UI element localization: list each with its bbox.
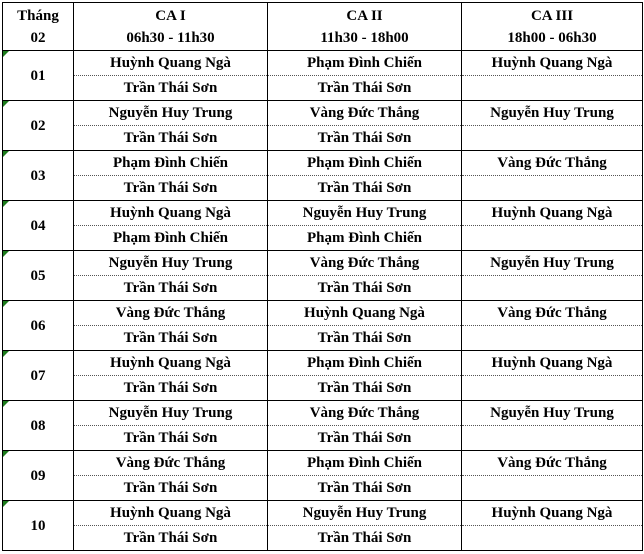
cell-marker-icon: [3, 401, 9, 407]
shift-2-staff-secondary[interactable]: Trần Thái Sơn: [268, 126, 462, 151]
shift-1-staff-secondary[interactable]: Trần Thái Sơn: [74, 326, 268, 351]
shift-2-staff-secondary[interactable]: Trần Thái Sơn: [268, 176, 462, 201]
shift-1-staff-primary[interactable]: Huỳnh Quang Ngà: [74, 351, 268, 376]
day-row-top: [3, 251, 643, 276]
shift-2-staff-primary[interactable]: Vàng Đức Thắng: [268, 401, 462, 426]
duty-roster-table: [2, 2, 643, 551]
day-row-top: [3, 201, 643, 226]
cell-marker-icon: [3, 101, 9, 107]
day-cell[interactable]: [3, 51, 74, 101]
shift-1-staff-primary[interactable]: Nguyễn Huy Trung: [74, 101, 268, 126]
header-row: [3, 3, 643, 51]
day-number: 02: [30, 117, 46, 134]
day-cell[interactable]: [3, 201, 74, 251]
shift-2-name: CA II: [346, 7, 383, 24]
shift-1-time: 06h30 - 11h30: [126, 29, 215, 46]
day-row-top: [3, 501, 643, 526]
month-value: 02: [30, 29, 46, 46]
shift-1-staff-secondary[interactable]: Trần Thái Sơn: [74, 426, 268, 451]
cell-marker-icon: [3, 51, 9, 57]
shift-3-staff-primary[interactable]: Nguyễn Huy Trung: [462, 251, 643, 276]
shift-3-staff-primary[interactable]: Huỳnh Quang Ngà: [462, 201, 643, 226]
day-row-top: [3, 351, 643, 376]
shift-2-time: 11h30 - 18h00: [320, 29, 409, 46]
day-number: 01: [30, 67, 46, 84]
shift-2-staff-secondary[interactable]: Trần Thái Sơn: [268, 476, 462, 501]
shift-3-staff-primary[interactable]: Vàng Đức Thắng: [462, 451, 643, 476]
day-number: 04: [30, 217, 46, 234]
day-number: 09: [30, 467, 46, 484]
day-cell[interactable]: [3, 301, 74, 351]
day-row-top: [3, 451, 643, 476]
day-row-top: [3, 401, 643, 426]
shift-3-staff-primary[interactable]: Huỳnh Quang Ngà: [462, 501, 643, 526]
shift-1-staff-primary[interactable]: Vàng Đức Thắng: [74, 301, 268, 326]
shift-2-staff-primary[interactable]: Phạm Đình Chiến: [268, 151, 462, 176]
shift-1-staff-primary[interactable]: Vàng Đức Thắng: [74, 451, 268, 476]
shift-2-staff-primary[interactable]: Phạm Đình Chiến: [268, 351, 462, 376]
shift-2-staff-primary[interactable]: Nguyễn Huy Trung: [268, 201, 462, 226]
shift-3-staff-primary[interactable]: Huỳnh Quang Ngà: [462, 351, 643, 376]
shift-3-staff-secondary[interactable]: [462, 126, 643, 151]
shift-2-staff-primary[interactable]: Phạm Đình Chiến: [268, 451, 462, 476]
cell-marker-icon: [3, 501, 9, 507]
shift-2-staff-primary[interactable]: Vàng Đức Thắng: [268, 101, 462, 126]
shift-3-staff-secondary[interactable]: [462, 426, 643, 451]
day-row-bottom: [3, 326, 643, 351]
shift-3-staff-primary[interactable]: Nguyễn Huy Trung: [462, 101, 643, 126]
day-row-bottom: [3, 426, 643, 451]
shift-1-staff-primary[interactable]: Huỳnh Quang Ngà: [74, 201, 268, 226]
shift-3-staff-secondary[interactable]: [462, 276, 643, 301]
shift-3-staff-secondary[interactable]: [462, 76, 643, 101]
cell-marker-icon: [3, 301, 9, 307]
shift-2-staff-secondary[interactable]: Trần Thái Sơn: [268, 76, 462, 101]
shift-3-header: [462, 3, 643, 51]
shift-2-staff-primary[interactable]: Huỳnh Quang Ngà: [268, 301, 462, 326]
day-number: 06: [30, 317, 46, 334]
shift-2-staff-secondary[interactable]: Trần Thái Sơn: [268, 526, 462, 551]
day-row-top: [3, 101, 643, 126]
day-row-top: [3, 51, 643, 76]
day-row-top: [3, 151, 643, 176]
day-cell[interactable]: [3, 501, 74, 551]
day-number: 07: [30, 367, 46, 384]
day-row-top: [3, 301, 643, 326]
shift-1-staff-primary[interactable]: Phạm Đình Chiến: [74, 151, 268, 176]
day-row-bottom: [3, 126, 643, 151]
cell-marker-icon: [3, 451, 9, 457]
day-row-bottom: [3, 176, 643, 201]
shift-1-staff-primary[interactable]: Nguyễn Huy Trung: [74, 401, 268, 426]
shift-3-staff-secondary[interactable]: [462, 526, 643, 551]
shift-3-staff-secondary[interactable]: [462, 226, 643, 251]
shift-3-name: CA III: [530, 7, 574, 24]
day-cell[interactable]: [3, 351, 74, 401]
shift-1-name: CA I: [155, 7, 186, 24]
shift-3-staff-secondary[interactable]: [462, 326, 643, 351]
shift-2-staff-primary[interactable]: Phạm Đình Chiến: [268, 51, 462, 76]
cell-marker-icon: [3, 251, 9, 257]
day-cell[interactable]: [3, 401, 74, 451]
shift-3-staff-primary[interactable]: Huỳnh Quang Ngà: [462, 51, 643, 76]
shift-3-staff-secondary[interactable]: [462, 476, 643, 501]
day-cell[interactable]: [3, 101, 74, 151]
shift-3-staff-primary[interactable]: Nguyễn Huy Trung: [462, 401, 643, 426]
day-number: 08: [30, 417, 46, 434]
shift-2-staff-primary[interactable]: Vàng Đức Thắng: [268, 251, 462, 276]
day-row-bottom: [3, 526, 643, 551]
day-row-bottom: [3, 76, 643, 101]
day-number: 05: [30, 267, 46, 284]
shift-1-staff-primary[interactable]: Huỳnh Quang Ngà: [74, 51, 268, 76]
shift-2-staff-secondary[interactable]: Phạm Đình Chiến: [268, 226, 462, 251]
month-header-cell: [3, 3, 74, 51]
cell-marker-icon: [3, 351, 9, 357]
day-row-bottom: [3, 276, 643, 301]
shift-3-staff-secondary[interactable]: [462, 376, 643, 401]
shift-1-staff-secondary[interactable]: Trần Thái Sơn: [74, 476, 268, 501]
shift-2-staff-primary[interactable]: Nguyễn Huy Trung: [268, 501, 462, 526]
day-row-bottom: [3, 226, 643, 251]
shift-2-staff-secondary[interactable]: Trần Thái Sơn: [268, 426, 462, 451]
roster-body: [3, 51, 643, 551]
shift-1-staff-secondary[interactable]: Trần Thái Sơn: [74, 276, 268, 301]
shift-1-staff-primary[interactable]: Nguyễn Huy Trung: [74, 251, 268, 276]
shift-3-staff-secondary[interactable]: [462, 176, 643, 201]
shift-1-staff-secondary[interactable]: Trần Thái Sơn: [74, 176, 268, 201]
shift-1-staff-secondary[interactable]: Trần Thái Sơn: [74, 126, 268, 151]
month-label: Tháng: [17, 7, 59, 24]
day-cell[interactable]: [3, 151, 74, 201]
shift-1-staff-primary[interactable]: Huỳnh Quang Ngà: [74, 501, 268, 526]
shift-1-staff-secondary[interactable]: Trần Thái Sơn: [74, 76, 268, 101]
shift-2-staff-secondary[interactable]: Trần Thái Sơn: [268, 326, 462, 351]
cell-marker-icon: [3, 201, 9, 207]
shift-3-staff-primary[interactable]: Vàng Đức Thắng: [462, 301, 643, 326]
shift-1-header: [74, 3, 268, 51]
shift-3-staff-primary[interactable]: Vàng Đức Thắng: [462, 151, 643, 176]
day-number: 10: [30, 517, 46, 534]
day-cell[interactable]: [3, 451, 74, 501]
shift-1-staff-secondary[interactable]: Phạm Đình Chiến: [74, 226, 268, 251]
day-cell[interactable]: [3, 251, 74, 301]
day-row-bottom: [3, 376, 643, 401]
day-number: 03: [30, 167, 46, 184]
day-row-bottom: [3, 476, 643, 501]
shift-2-header: [268, 3, 462, 51]
shift-3-time: 18h00 - 06h30: [507, 29, 597, 46]
shift-2-staff-secondary[interactable]: Trần Thái Sơn: [268, 276, 462, 301]
shift-1-staff-secondary[interactable]: Trần Thái Sơn: [74, 526, 268, 551]
shift-1-staff-secondary[interactable]: Trần Thái Sơn: [74, 376, 268, 401]
shift-2-staff-secondary[interactable]: Trần Thái Sơn: [268, 376, 462, 401]
cell-marker-icon: [3, 151, 9, 157]
